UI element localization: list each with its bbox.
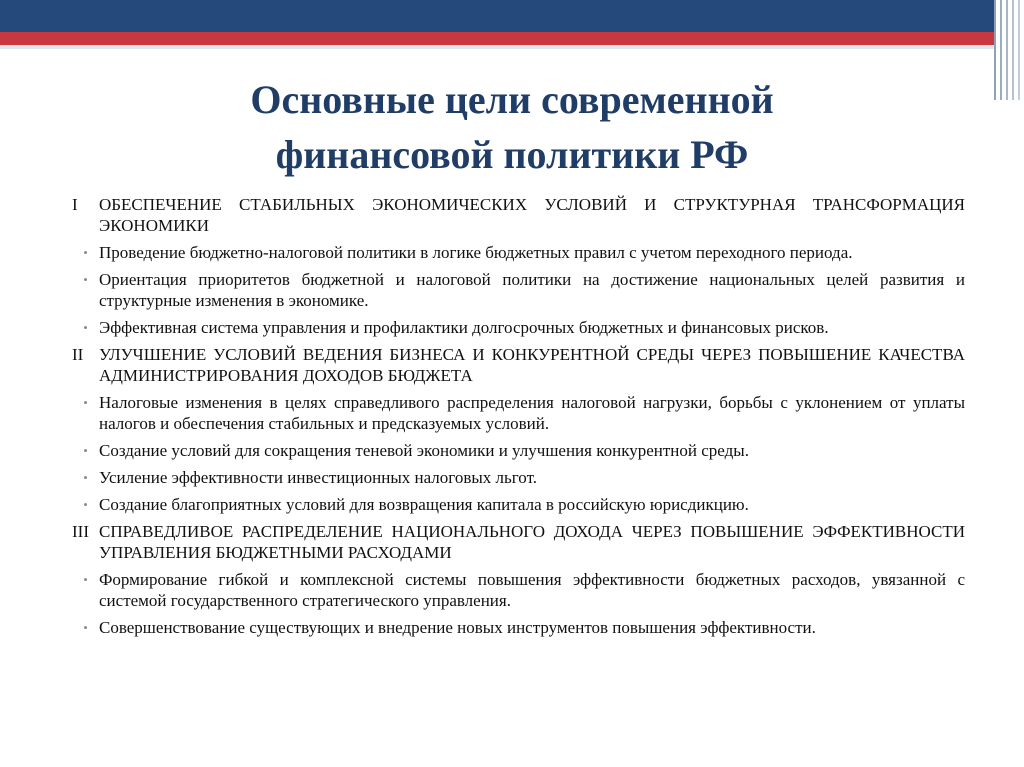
section-heading-text: ОБЕСПЕЧЕНИЕ СТАБИЛЬНЫХ ЭКОНОМИЧЕСКИХ УСЛОВИЙ И СТРУКТУРНАЯ ТРАНСФОРМАЦИЯ ЭКОНОМИКИ: [99, 195, 965, 235]
header-blue-band: [0, 0, 994, 32]
section-number: III: [72, 522, 89, 541]
bullet-icon: •: [83, 470, 88, 485]
list-item: [72, 242, 965, 263]
list-item: [72, 269, 965, 311]
list-item: [72, 440, 965, 461]
section-heading-3: [72, 521, 965, 563]
slide-title-line-2: финансовой политики РФ: [275, 132, 749, 177]
section-number: II: [72, 345, 84, 364]
list-item-text: Ориентация приоритетов бюджетной и налоговой политики на достижение национальных целей развития и структурные изменения в экономике.: [99, 270, 965, 310]
section-heading-text: СПРАВЕДЛИВОЕ РАСПРЕДЕЛЕНИЕ НАЦИОНАЛЬНОГО ДОХОДА ЧЕРЕЗ ПОВЫШЕНИЕ ЭФФЕКТИВНОСТИ УПРАВЛЕНИЯ БЮДЖЕТНЫМИ РАСХОДАМИ: [99, 522, 965, 562]
bullet-icon: •: [83, 245, 88, 260]
list-item: [72, 317, 965, 338]
list-item: [72, 569, 965, 611]
bullet-icon: •: [83, 272, 88, 287]
header-decoration: [0, 0, 1024, 55]
header-red-band: [0, 32, 994, 45]
section-number: I: [72, 195, 78, 214]
section-heading-1: [72, 194, 965, 236]
list-item-text: Создание благоприятных условий для возвращения капитала в российскую юрисдикцию.: [99, 495, 749, 514]
slide-content: [72, 194, 965, 704]
bullet-icon: •: [83, 620, 88, 635]
list-item-text: Создание условий для сокращения теневой экономики и улучшения конкурентной среды.: [99, 441, 749, 460]
list-item-text: Совершенствование существующих и внедрение новых инструментов повышения эффективности.: [99, 618, 816, 637]
section-heading-text: УЛУЧШЕНИЕ УСЛОВИЙ ВЕДЕНИЯ БИЗНЕСА И КОНКУРЕНТНОЙ СРЕДЫ ЧЕРЕЗ ПОВЫШЕНИЕ КАЧЕСТВА АДМИНИСТРИРОВАНИЯ ДОХОДОВ БЮДЖЕТА: [99, 345, 965, 385]
list-item-text: Эффективная система управления и профилактики долгосрочных бюджетных и финансовых рисков.: [99, 318, 829, 337]
bullet-icon: •: [83, 572, 88, 587]
list-item: [72, 392, 965, 434]
bullet-icon: •: [83, 395, 88, 410]
bullet-icon: •: [83, 443, 88, 458]
list-item: [72, 617, 965, 638]
slide-title-line-1: Основные цели современной: [250, 77, 774, 122]
bullet-icon: •: [83, 497, 88, 512]
header-light-band: [0, 45, 994, 49]
list-item-text: Усиление эффективности инвестиционных налоговых льгот.: [99, 468, 537, 487]
section-heading-2: [72, 344, 965, 386]
list-item-text: Налоговые изменения в целях справедливого распределения налоговой нагрузки, борьбы с уклонением от уплаты налогов и обеспечения стабильных и предсказуемых условий.: [99, 393, 965, 433]
list-item-text: Формирование гибкой и комплексной системы повышения эффективности бюджетных расходов, увязанной с системой государственного стратегического управления.: [99, 570, 965, 610]
list-item: [72, 467, 965, 488]
slide-title: [0, 72, 1024, 182]
list-item: [72, 494, 965, 515]
bullet-icon: •: [83, 320, 88, 335]
list-item-text: Проведение бюджетно-налоговой политики в логике бюджетных правил с учетом переходного периода.: [99, 243, 853, 262]
